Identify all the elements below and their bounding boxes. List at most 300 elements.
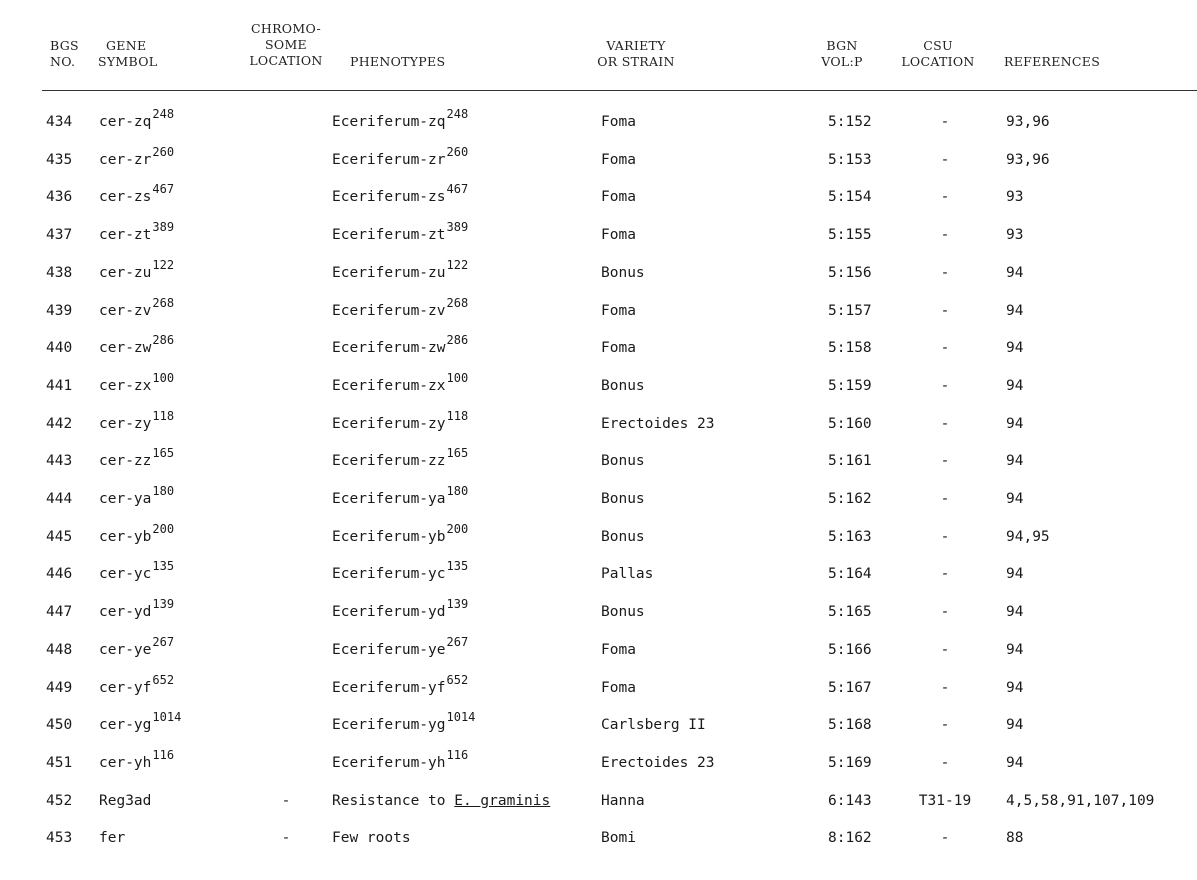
references-text: 94 [1006,717,1024,733]
header-bgs-no-line2: NO. [50,54,76,69]
gene-symbol [99,448,174,469]
gene-symbol [99,561,174,582]
gene-symbol-text: cer-ya [99,491,152,507]
header-divider [42,90,1197,91]
gene-symbol [99,599,174,620]
gene-symbol-text: cer-yg [99,717,152,733]
gene-symbol [99,830,125,846]
phenotype-text: Eceriferum-zt [332,227,446,243]
csu-location-text: - [940,491,950,507]
references [1006,755,1023,771]
phenotype [332,793,550,809]
bgs-number [46,830,72,846]
csu-location-text: - [940,566,950,582]
phenotype-text: Eceriferum-yg [332,717,446,733]
table-row [0,136,1197,174]
variety-strain [601,680,636,696]
phenotype-superscript: 268 [446,296,469,311]
phenotype [332,637,468,658]
gene-symbol-text: cer-zz [99,453,152,469]
bgs-number [46,793,72,809]
bgs-number-text: 436 [46,189,73,205]
bgs-number-text: 443 [46,453,73,469]
variety-strain [601,114,636,130]
bgn-volume-page-text: 5:158 [828,340,872,356]
bgn-volume-page-text: 5:168 [828,717,872,733]
gene-symbol-text: cer-yf [99,680,152,696]
gene-symbol-superscript: 122 [152,258,175,273]
phenotype-text: Eceriferum-zy [332,416,446,432]
bgn-volume-page-text: 5:166 [828,642,872,658]
phenotype-superscript: 1014 [446,710,476,725]
header-variety [566,38,706,70]
bgs-number-text: 439 [46,303,73,319]
gene-symbol-superscript: 100 [152,371,175,386]
gene-symbol [99,298,174,319]
bgs-number [46,453,72,469]
bgn-volume-page [828,114,872,130]
references [1006,642,1023,658]
references [1006,227,1023,243]
references-text: 94 [1006,378,1024,394]
references-text: 94,95 [1006,529,1050,545]
gene-symbol-text: cer-zx [99,378,152,394]
bgs-number [46,265,72,281]
bgs-number-text: 442 [46,416,73,432]
bgs-number [46,529,72,545]
bgn-volume-page-text: 5:165 [828,604,872,620]
phenotype [332,830,411,846]
header-references: REFERENCES [1004,54,1101,69]
gene-symbol-text: cer-zw [99,340,152,356]
phenotype-superscript: 118 [446,409,469,424]
variety-strain-text: Bonus [601,529,645,545]
references [1006,680,1023,696]
phenotype-superscript: 122 [446,258,469,273]
variety-strain [601,717,706,733]
references-text: 94 [1006,642,1024,658]
variety-strain [601,604,645,620]
gene-symbol [99,750,174,771]
phenotype-superscript: 286 [446,333,469,348]
header-csu [896,38,980,70]
references-text: 94 [1006,416,1024,432]
phenotype-text: Eceriferum-yc [332,566,446,582]
chromosome-location-text: - [281,793,291,809]
header-bgn-line1: BGN [826,38,858,53]
variety-strain [601,529,645,545]
bgn-volume-page-text: 5:160 [828,416,872,432]
table-row [0,664,1197,702]
references [1006,378,1023,394]
variety-strain [601,566,653,582]
header-gene-symbol-line1: GENE [106,38,147,53]
bgs-number-text: 447 [46,604,73,620]
gene-symbol-superscript: 139 [152,597,175,612]
gene-symbol [99,524,174,545]
csu-location-text: - [940,680,950,696]
bgn-volume-page [828,303,872,319]
gene-symbol-text: cer-zs [99,189,152,205]
gene-symbol-text: cer-zy [99,416,152,432]
references-text: 94 [1006,566,1024,582]
bgs-number [46,303,72,319]
csu-location-text: - [940,152,950,168]
phenotype [332,147,468,168]
references-text: 94 [1006,340,1024,356]
chromosome-location [258,793,314,809]
csu-location-text: - [940,189,950,205]
csu-location-text: - [940,378,950,394]
table-row [0,550,1197,588]
header-chromosome-line3: LOCATION [249,53,323,68]
variety-strain [601,830,636,846]
phenotype-text: Eceriferum-yh [332,755,446,771]
bgs-number [46,755,72,771]
table-row [0,701,1197,739]
bgn-volume-page-text: 5:169 [828,755,872,771]
gene-symbol [99,793,151,809]
csu-location-text: - [940,642,950,658]
bgn-volume-page-text: 5:153 [828,152,872,168]
gene-symbol [99,486,174,507]
csu-location-text: - [940,830,950,846]
variety-strain-text: Bonus [601,453,645,469]
header-bgn [805,38,879,70]
gene-symbol [99,260,174,281]
phenotype-superscript: 180 [446,484,469,499]
phenotype-superscript: 260 [446,145,469,160]
bgn-volume-page [828,642,872,658]
bgs-number-text: 452 [46,793,73,809]
csu-location-text: - [940,303,950,319]
csu-location [910,680,980,696]
bgn-volume-page [828,265,872,281]
bgn-volume-page-text: 5:154 [828,189,872,205]
bgs-number-text: 446 [46,566,73,582]
csu-location-text: - [940,604,950,620]
bgn-volume-page [828,491,872,507]
phenotype [332,335,468,356]
csu-location [910,416,980,432]
variety-strain-text: Foma [601,227,636,243]
phenotype [332,675,468,696]
variety-strain [601,416,715,432]
phenotype-text: Eceriferum-zq [332,114,446,130]
bgs-number-text: 435 [46,152,73,168]
csu-location [910,453,980,469]
bgs-number-text: 448 [46,642,73,658]
references [1006,303,1023,319]
variety-strain [601,793,645,809]
bgn-volume-page-text: 5:155 [828,227,872,243]
variety-strain-text: Bomi [601,830,636,846]
references-text: 93,96 [1006,152,1050,168]
bgs-number [46,680,72,696]
bgs-number [46,340,72,356]
phenotype-superscript: 139 [446,597,469,612]
phenotype [332,109,468,130]
phenotype-superscript: 135 [446,559,469,574]
csu-location [910,529,980,545]
phenotype [332,222,468,243]
phenotype [332,750,468,771]
gene-symbol [99,184,174,205]
header-phenotypes: PHENOTYPES [350,54,446,69]
bgs-number-text: 445 [46,529,73,545]
references [1006,491,1023,507]
bgn-volume-page [828,453,872,469]
bgs-number-text: 444 [46,491,73,507]
header-bgs-no [50,38,79,70]
gene-symbol-superscript: 180 [152,484,175,499]
header-gene-symbol [98,38,157,70]
bgs-number [46,491,72,507]
table-row [0,362,1197,400]
bgs-number-text: 437 [46,227,73,243]
phenotype-superscript: 100 [446,371,469,386]
bgs-number-text: 434 [46,114,73,130]
table-row [0,814,1197,852]
references-text: 94 [1006,604,1024,620]
csu-location-text: - [940,265,950,281]
csu-location [910,114,980,130]
bgs-number-text: 451 [46,755,73,771]
gene-symbol [99,109,174,130]
table-row [0,437,1197,475]
gene-symbol-text: cer-ye [99,642,152,658]
table-row [0,475,1197,513]
csu-location-text: - [940,114,950,130]
references [1006,189,1023,205]
csu-location [910,303,980,319]
references [1006,152,1050,168]
references [1006,717,1023,733]
variety-strain-text: Foma [601,642,636,658]
gene-symbol [99,411,174,432]
bgn-volume-page-text: 5:159 [828,378,872,394]
csu-location [910,265,980,281]
phenotype-text: Eceriferum-zs [332,189,446,205]
bgn-volume-page [828,755,872,771]
bgn-volume-page [828,529,872,545]
phenotype [332,298,468,319]
variety-strain-text: Carlsberg II [601,717,706,733]
gene-symbol-text: cer-zt [99,227,152,243]
csu-location [910,378,980,394]
header-bgs-no-line1: BGS [50,38,79,53]
bgs-number [46,114,72,130]
bgn-volume-page-text: 5:161 [828,453,872,469]
bgn-volume-page [828,152,872,168]
variety-strain [601,152,636,168]
bgs-number-text: 453 [46,830,73,846]
references [1006,604,1023,620]
phenotype [332,486,468,507]
references [1006,453,1023,469]
phenotype-species: E. graminis [454,793,551,809]
phenotype [332,712,475,733]
bgn-volume-page [828,566,872,582]
variety-strain [601,340,636,356]
gene-symbol-superscript: 135 [152,559,175,574]
gene-symbol [99,675,174,696]
csu-location-text: - [940,340,950,356]
references-text: 94 [1006,265,1024,281]
header-gene-symbol-line2: SYMBOL [98,54,158,69]
table-row [0,324,1197,362]
phenotype-text: Eceriferum-yb [332,529,446,545]
references [1006,114,1050,130]
gene-symbol-text: cer-zv [99,303,152,319]
bgn-volume-page [828,378,872,394]
phenotype-text: Eceriferum-yd [332,604,446,620]
csu-location [910,566,980,582]
gene-symbol [99,222,174,243]
gene-symbol-superscript: 200 [152,522,175,537]
variety-strain-text: Erectoides 23 [601,755,715,771]
csu-location [910,152,980,168]
references-text: 93 [1006,189,1024,205]
variety-strain-text: Foma [601,189,636,205]
variety-strain-text: Foma [601,680,636,696]
gene-symbol-superscript: 1014 [152,710,182,725]
gene-symbol-text: Reg3ad [99,793,152,809]
csu-location [910,755,980,771]
chromosome-location-text: - [281,830,291,846]
phenotype-text: Eceriferum-zz [332,453,446,469]
gene-symbol [99,712,181,733]
bgn-volume-page [828,717,872,733]
variety-strain-text: Foma [601,340,636,356]
bgs-number [46,189,72,205]
gene-symbol-superscript: 389 [152,220,175,235]
references-text: 94 [1006,680,1024,696]
references-text: 88 [1006,830,1024,846]
phenotype-text: Eceriferum-zr [332,152,446,168]
bgn-volume-page-text: 5:167 [828,680,872,696]
bgn-volume-page-text: 5:163 [828,529,872,545]
bgn-volume-page-text: 5:164 [828,566,872,582]
header-chromosome-location [238,21,334,69]
bgs-number-text: 441 [46,378,73,394]
bgn-volume-page-text: 5:152 [828,114,872,130]
csu-location [910,491,980,507]
chromosome-location [258,830,314,846]
gene-symbol-text: cer-zq [99,114,152,130]
variety-strain [601,755,715,771]
variety-strain [601,491,645,507]
references-text: 94 [1006,303,1024,319]
bgn-volume-page [828,680,872,696]
header-chromosome-line1: CHROMO- [251,21,321,36]
bgs-number [46,227,72,243]
variety-strain-text: Hanna [601,793,645,809]
csu-location [910,227,980,243]
phenotype [332,373,468,394]
variety-strain [601,453,645,469]
phenotype [332,411,468,432]
bgn-volume-page-text: 5:162 [828,491,872,507]
csu-location [910,830,980,846]
variety-strain-text: Bonus [601,491,645,507]
csu-location [910,793,980,809]
csu-location [910,340,980,356]
references-text: 94 [1006,491,1024,507]
table-row [0,249,1197,287]
bgn-volume-page [828,416,872,432]
variety-strain [601,265,645,281]
phenotype-superscript: 389 [446,220,469,235]
gene-symbol-superscript: 286 [152,333,175,348]
gene-symbol-superscript: 165 [152,446,175,461]
header-variety-line1: VARIETY [606,38,666,53]
bgs-number [46,378,72,394]
variety-strain [601,227,636,243]
table-row [0,739,1197,777]
phenotype-text: Eceriferum-zw [332,340,446,356]
references-text: 4,5,58,91,107,109 [1006,793,1155,809]
variety-strain-text: Erectoides 23 [601,416,715,432]
phenotype [332,260,468,281]
references [1006,793,1154,809]
csu-location-text: - [940,717,950,733]
references-text: 93 [1006,227,1024,243]
bgs-number [46,604,72,620]
phenotype-text: Eceriferum-ya [332,491,446,507]
table-row [0,211,1197,249]
bgn-volume-page-text: 6:143 [828,793,872,809]
bgs-number-text: 438 [46,265,73,281]
bgn-volume-page-text: 5:157 [828,303,872,319]
gene-symbol-superscript: 267 [152,635,175,650]
table-row [0,777,1197,815]
bgn-volume-page [828,227,872,243]
gene-symbol-text: cer-yc [99,566,152,582]
phenotype-superscript: 267 [446,635,469,650]
csu-location [910,717,980,733]
bgs-number [46,416,72,432]
table-row [0,173,1197,211]
references [1006,340,1023,356]
bgs-number-text: 450 [46,717,73,733]
phenotype-text: Eceriferum-zx [332,378,446,394]
gene-symbol [99,373,174,394]
header-bgn-line2: VOL:P [821,54,863,69]
references [1006,830,1023,846]
table-row [0,287,1197,325]
header-chromosome-line2: SOME [265,37,307,52]
variety-strain [601,189,636,205]
phenotype [332,524,468,545]
csu-location [910,604,980,620]
phenotype-superscript: 200 [446,522,469,537]
bgs-number [46,717,72,733]
bgn-volume-page [828,189,872,205]
table-row [0,626,1197,664]
gene-symbol-text: cer-yd [99,604,152,620]
csu-location-text: - [940,755,950,771]
references-text: 94 [1006,755,1024,771]
phenotype [332,448,468,469]
gene-symbol-text: cer-yh [99,755,152,771]
references [1006,416,1023,432]
phenotype [332,561,468,582]
gene-symbol-superscript: 260 [152,145,175,160]
gene-symbol-text: fer [99,830,126,846]
variety-strain-text: Foma [601,114,636,130]
header-csu-line1: CSU [923,38,953,53]
